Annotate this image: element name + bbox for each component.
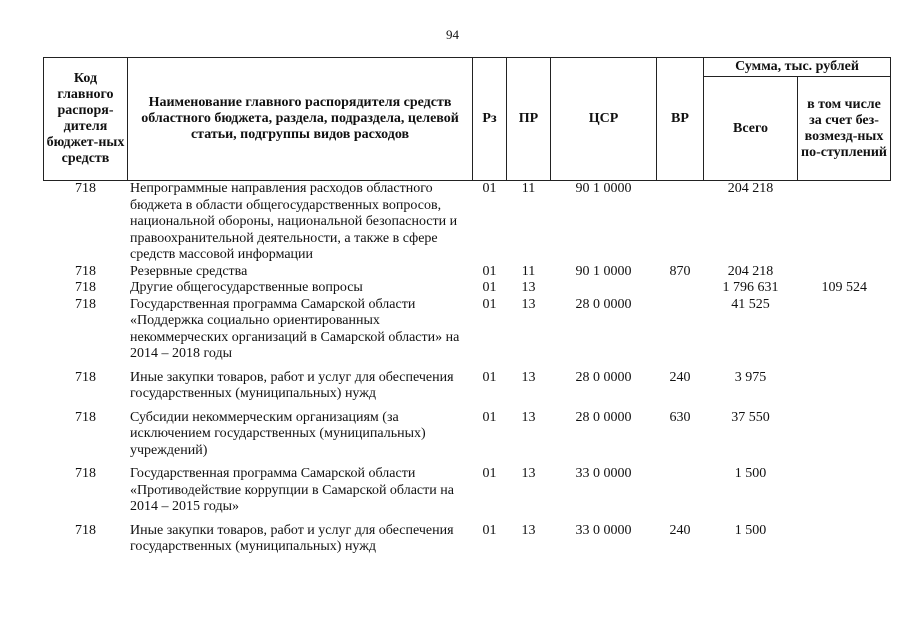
cell-rz: 01 bbox=[482, 409, 497, 425]
cell-vr bbox=[657, 280, 704, 297]
cell-code: 718 bbox=[75, 181, 96, 196]
cell-rz: 01 bbox=[482, 280, 497, 295]
table-row bbox=[44, 370, 891, 410]
cell-total: 204 218 bbox=[727, 263, 774, 279]
header-sum-group: Сумма, тыс. рублей bbox=[704, 58, 891, 77]
cell-pr: 11 bbox=[521, 181, 536, 196]
cell-csr bbox=[551, 280, 657, 297]
table-row bbox=[44, 297, 891, 370]
cell-vr: 630 bbox=[669, 409, 691, 425]
cell-pr: 13 bbox=[521, 369, 536, 385]
table-row bbox=[44, 181, 891, 264]
cell-vr: 240 bbox=[669, 522, 691, 538]
cell-total: 1 500 bbox=[734, 522, 767, 538]
cell-vr: 870 bbox=[669, 263, 691, 279]
cell-grant bbox=[798, 264, 891, 281]
cell-name: Другие общегосударственные вопросы bbox=[130, 280, 363, 295]
cell-csr: 90 1 0000 bbox=[575, 181, 632, 196]
cell-grant: 109 524 bbox=[821, 280, 867, 295]
table-row bbox=[44, 466, 891, 523]
header-rz: Рз bbox=[473, 58, 507, 181]
cell-total: 1 796 631 bbox=[722, 280, 779, 295]
cell-grant bbox=[798, 297, 891, 370]
cell-total: 204 218 bbox=[727, 181, 774, 196]
cell-name: Иные закупки товаров, работ и услуг для обеспечения государственных (муниципальных) нужд bbox=[130, 369, 454, 401]
page-number: 94 bbox=[446, 27, 459, 42]
cell-name: Непрограммные направления расходов областного бюджета в области общегосударственных вопросов, национальной обороны, национальной безопасности и правоохранительной деятельности, а также в сфере средств массовой информации bbox=[130, 181, 458, 262]
cell-name: Субсидии некоммерческим организациям (за исключением государственных (муниципальных) учреждений) bbox=[130, 409, 426, 458]
cell-rz: 01 bbox=[482, 296, 497, 312]
cell-pr: 13 bbox=[521, 280, 536, 295]
table-row bbox=[44, 410, 891, 467]
cell-rz: 01 bbox=[482, 369, 497, 385]
cell-name: Иные закупки товаров, работ и услуг для обеспечения государственных (муниципальных) нужд bbox=[130, 522, 454, 554]
header-row-top bbox=[44, 58, 891, 77]
cell-code: 718 bbox=[75, 369, 96, 385]
cell-name: Государственная программа Самарской области «Поддержка социально ориентированных некоммерческих организаций в Самарской области» на 2014 – 2018 годы bbox=[130, 296, 460, 361]
cell-rz: 01 bbox=[482, 181, 497, 196]
cell-grant bbox=[798, 370, 891, 410]
cell-total: 1 500 bbox=[734, 466, 767, 481]
table-row bbox=[44, 523, 891, 556]
cell-code: 718 bbox=[75, 296, 96, 312]
header-grant: в том числе за счет без-возмезд-ных по-ступлений bbox=[798, 77, 891, 181]
cell-csr: 28 0 0000 bbox=[575, 369, 632, 385]
table-row bbox=[44, 264, 891, 281]
cell-rz: 01 bbox=[482, 466, 497, 481]
cell-name: Государственная программа Самарской области «Противодействие коррупции в Самарской области на 2014 – 2015 годы» bbox=[130, 466, 454, 514]
cell-pr: 13 bbox=[521, 522, 536, 538]
header-csr: ЦСР bbox=[551, 58, 657, 181]
cell-pr: 13 bbox=[521, 409, 536, 425]
cell-grant bbox=[798, 181, 891, 264]
cell-grant bbox=[798, 410, 891, 467]
cell-grant bbox=[798, 523, 891, 556]
budget-table bbox=[43, 57, 891, 556]
cell-rz: 01 bbox=[482, 522, 497, 538]
cell-pr: 13 bbox=[521, 466, 536, 481]
cell-total: 37 550 bbox=[731, 409, 770, 425]
cell-vr bbox=[657, 297, 704, 370]
cell-pr: 13 bbox=[521, 296, 536, 312]
cell-code: 718 bbox=[75, 263, 96, 279]
cell-pr: 11 bbox=[521, 263, 536, 279]
cell-code: 718 bbox=[75, 409, 96, 425]
cell-csr: 90 1 0000 bbox=[575, 263, 632, 279]
header-pr: ПР bbox=[507, 58, 551, 181]
cell-vr bbox=[657, 181, 704, 264]
header-total: Всего bbox=[704, 77, 798, 181]
cell-csr: 28 0 0000 bbox=[575, 296, 632, 312]
cell-csr: 33 0 0000 bbox=[575, 466, 632, 481]
cell-code: 718 bbox=[75, 280, 96, 295]
table-row bbox=[44, 280, 891, 297]
cell-grant bbox=[798, 466, 891, 523]
cell-csr: 33 0 0000 bbox=[575, 522, 632, 538]
cell-vr: 240 bbox=[669, 369, 691, 385]
cell-code: 718 bbox=[75, 522, 96, 538]
cell-total: 41 525 bbox=[731, 296, 770, 312]
cell-rz: 01 bbox=[482, 263, 497, 279]
cell-name: Резервные средства bbox=[130, 263, 248, 279]
header-vr: ВР bbox=[657, 58, 704, 181]
header-name: Наименование главного распорядителя средств областного бюджета, раздела, подраздела, целевой статьи, подгруппы видов расходов bbox=[128, 58, 473, 181]
header-code: Код главного распоря-дителя бюджет-ных средств bbox=[44, 58, 128, 181]
cell-vr bbox=[657, 466, 704, 523]
cell-csr: 28 0 0000 bbox=[575, 409, 632, 425]
cell-code: 718 bbox=[75, 466, 96, 481]
cell-total: 3 975 bbox=[734, 369, 767, 385]
